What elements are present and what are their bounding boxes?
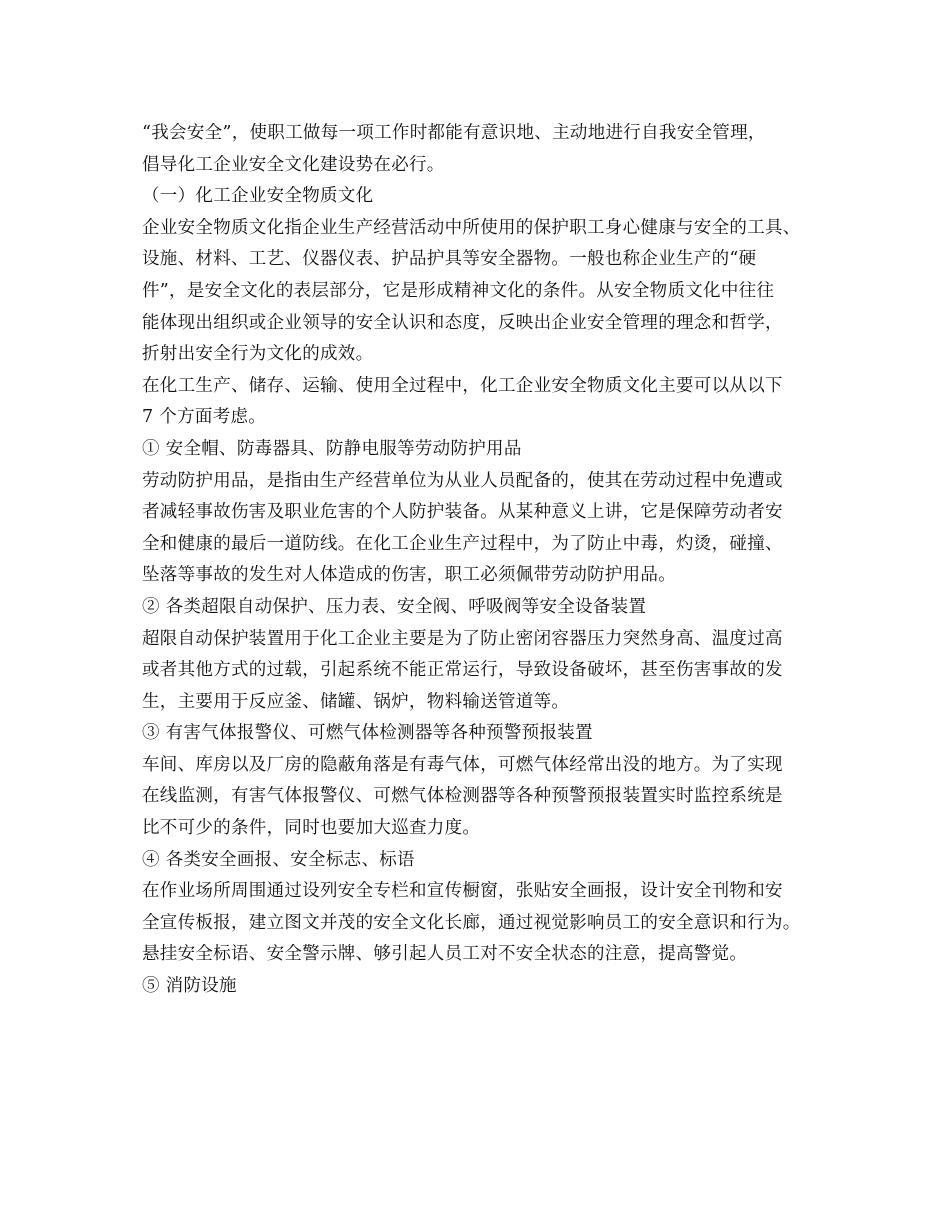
list-item-heading: ② 各类超限自动保护、压力表、安全阀、呼吸阀等安全设备装置 — [142, 596, 647, 617]
list-item-heading: ① 安全帽、防毒器具、防静电服等劳动防护用品 — [142, 438, 522, 459]
text-line: 件”，是安全文化的表层部分，它是形成精神文化的条件。从安全物质文化中往往 — [142, 280, 775, 301]
text-line: 设施、材料、工艺、仪器仪表、护品护具等安全器物。一般也称企业生产的“硬 — [142, 249, 757, 270]
text-line: 生，主要用于反应釜、储罐、锅炉，物料输送管道等。 — [142, 691, 570, 712]
text-line: 或者其他方式的过载，引起系统不能正常运行，导致设备破坏，甚至伤害事故的发 — [142, 660, 783, 681]
text-line: 全宣传板报，建立图文并茂的安全文化长廊，通过视觉影响员工的安全意识和行为。 — [142, 912, 801, 933]
text-line: 比不可少的条件，同时也要加大巡查力度。 — [142, 818, 481, 839]
list-item-heading: ③ 有害气体报警仪、可燃气体检测器等各种预警预报装置 — [142, 723, 593, 744]
text-line: 7 个方面考虑。 — [142, 407, 267, 428]
document-body — [142, 118, 832, 1003]
text-line: 在作业场所周围通过设列安全专栏和宣传橱窗，张贴安全画报，设计安全刊物和安 — [142, 881, 783, 902]
text-line: 坠落等事故的发生对人体造成的伤害，职工必须佩带劳动防护用品。 — [142, 565, 676, 586]
text-line: 在化工生产、储存、运输、使用全过程中，化工企业安全物质文化主要可以从以下 — [142, 375, 783, 396]
text-line: 车间、库房以及厂房的隐蔽角落是有毒气体，可燃气体经常出没的地方。为了实现 — [142, 754, 783, 775]
text-line: 倡导化工企业安全文化建设势在必行。 — [142, 154, 445, 175]
text-line: 企业安全物质文化指企业生产经营活动中所使用的保护职工身心健康与安全的工具、 — [142, 217, 801, 238]
text-line: 在线监测，有害气体报警仪、可燃气体检测器等各种预警预报装置实时监控系统是 — [142, 786, 783, 807]
text-line: 能体现出组织或企业领导的安全认识和态度，反映出企业安全管理的理念和哲学， — [142, 312, 783, 333]
section-heading: （一）化工企业安全物质文化 — [142, 186, 374, 207]
list-item-heading: ④ 各类安全画报、安全标志、标语 — [142, 849, 415, 870]
text-line: 者减轻事故伤害及职业危害的个人防护装备。从某种意义上讲，它是保障劳动者安 — [142, 502, 783, 523]
text-line: 超限自动保护装置用于化工企业主要是为了防止密闭容器压力突然身高、温度过高 — [142, 628, 783, 649]
list-item-heading: ⑤ 消防设施 — [142, 976, 237, 997]
text-line: “我会安全”，使职工做每一项工作时都能有意识地、主动地进行自我安全管理， — [142, 123, 766, 143]
text-line: 全和健康的最后一道防线。在化工企业生产过程中，为了防止中毒，灼烫，碰撞、 — [142, 533, 783, 554]
text-line: 劳动防护用品，是指由生产经营单位为从业人员配备的，使其在劳动过程中免遭或 — [142, 470, 783, 491]
text-line: 折射出安全行为文化的成效。 — [142, 344, 374, 365]
text-line: 悬挂安全标语、安全警示牌、够引起人员工对不安全状态的注意，提高警觉。 — [142, 944, 748, 965]
